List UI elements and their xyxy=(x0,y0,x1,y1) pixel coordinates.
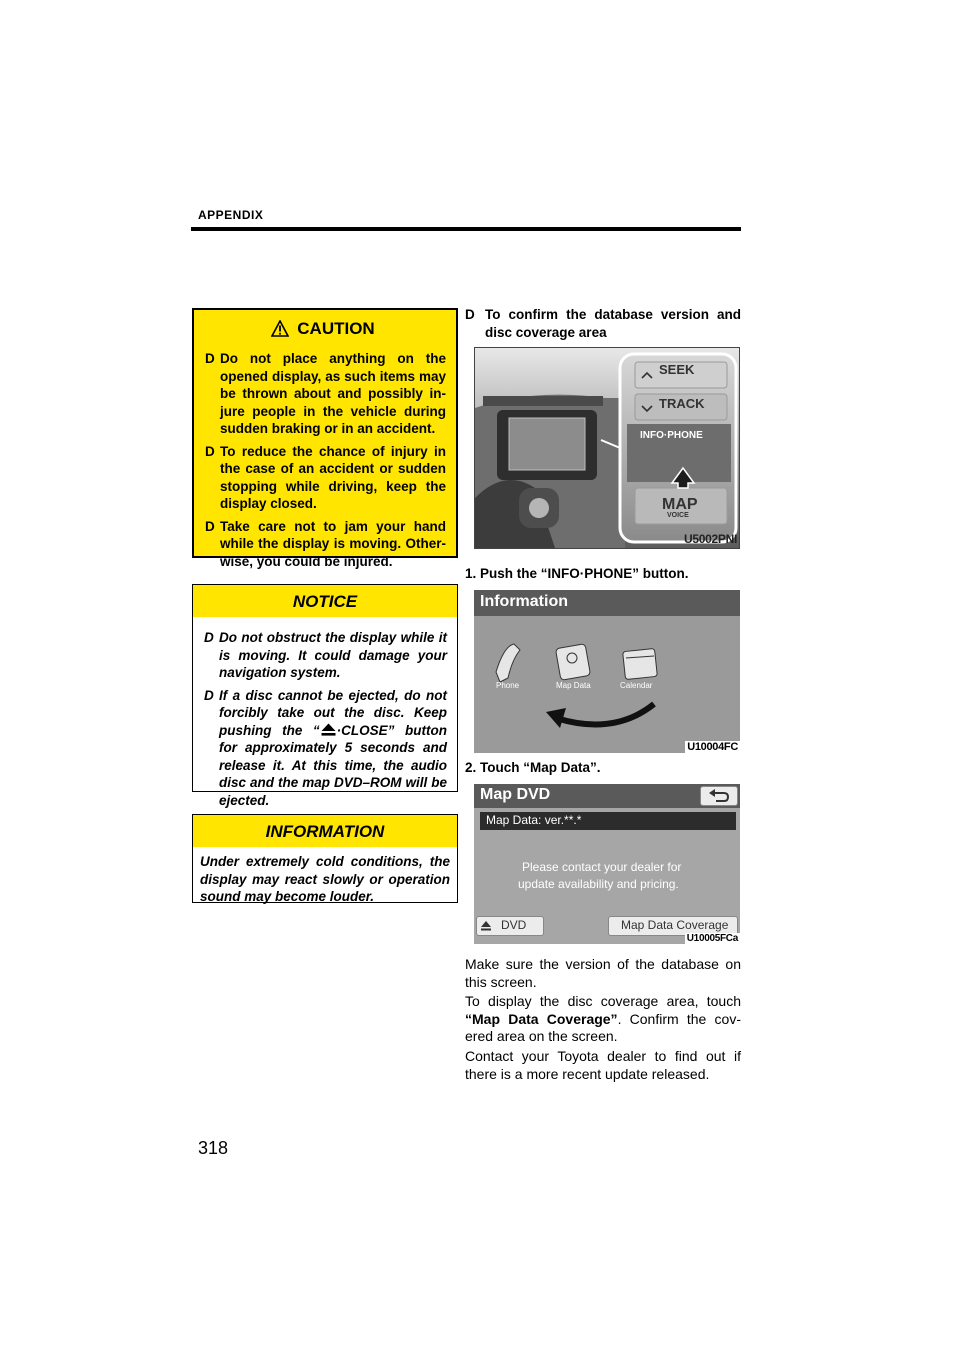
step-1: 1. Push the “INFO·PHONE” button. xyxy=(465,566,689,581)
notice-list xyxy=(201,629,447,809)
caution-list xyxy=(202,350,446,570)
caution-box xyxy=(192,308,458,569)
step-2: 2. Touch “Map Data”. xyxy=(465,760,601,775)
screen-title: Map DVD xyxy=(480,786,551,803)
eject-dvd-button[interactable] xyxy=(476,916,544,936)
caution-item: D To reduce the chance of injury in the case of an accident or sudden stopping while driving, keep the display closed. xyxy=(205,443,446,511)
bullet-marker: D xyxy=(205,518,215,534)
info-phone-label: INFO·PHONE xyxy=(640,430,703,441)
caution-title: CAUTION xyxy=(297,319,375,338)
notice-title: NOTICE xyxy=(193,585,457,617)
seek-label: SEEK xyxy=(659,362,695,377)
notice-box xyxy=(192,584,458,808)
calendar-icon xyxy=(623,648,658,679)
bullet-marker: D xyxy=(205,443,215,459)
caution-item: D Do not place anything on the opened display, as such items may be thrown about and possibly in- jure people in the vehicle during sudden braking or in an accident. xyxy=(205,351,446,436)
information-title: INFORMATION xyxy=(193,815,457,847)
voice-label: VOICE xyxy=(667,512,689,519)
paragraph-coverage: To display the disc coverage area, touch “Map Data Coverage”. Confirm the cov- ered area on the screen. xyxy=(465,993,741,1044)
bullet-marker: D xyxy=(204,687,214,703)
procedure-heading xyxy=(465,306,741,341)
phone-icon xyxy=(496,644,520,682)
map-data-version: Map Data: ver.**.* xyxy=(486,813,582,827)
paragraph-dealer: Contact your Toyota dealer to find out if there is a more recent update released. xyxy=(465,1048,741,1082)
information-screen-figure xyxy=(474,590,740,753)
phone-label: Phone xyxy=(496,681,520,690)
caution-item: D Take care not to jam your hand while the display is moving. Other- wise, you could be injured. xyxy=(205,518,446,569)
information-box xyxy=(192,814,458,903)
caution-header xyxy=(194,310,456,348)
track-label: TRACK xyxy=(659,396,705,411)
notice-item: D Do not obstruct the display while it is moving. It could damage your navigation system. xyxy=(204,630,447,680)
figure-code: U10004FC xyxy=(687,741,738,753)
paragraph-version: Make sure the version of the database on this screen. xyxy=(465,956,741,990)
map-dvd-screen-figure xyxy=(474,784,740,944)
eject-icon xyxy=(481,921,491,931)
figure-code: U5002PNI xyxy=(684,532,737,546)
dealer-message-line1: Please contact your dealer for xyxy=(522,860,682,874)
bullet-marker: D xyxy=(204,630,214,645)
calendar-label: Calendar xyxy=(620,681,653,690)
page-number: 318 xyxy=(198,1138,229,1158)
procedure-heading-text: To confirm the database version and disc coverage area xyxy=(485,307,741,340)
back-button[interactable] xyxy=(700,786,738,806)
dashboard-illustration xyxy=(475,348,739,548)
coverage-label: Map Data Coverage xyxy=(621,918,729,932)
map-data-icon xyxy=(555,644,590,681)
map-data-label: Map Data xyxy=(556,681,591,690)
warning-triangle-icon xyxy=(271,320,289,337)
dealer-message-line2: update availability and pricing. xyxy=(518,877,679,891)
eject-icon xyxy=(321,723,336,736)
figure-code: U10005FCa xyxy=(686,933,738,944)
information-body: Under extremely cold conditions, the display may react slowly or operation sound may become louder. xyxy=(200,854,450,904)
header-rule xyxy=(191,227,741,231)
dvd-label: DVD xyxy=(501,918,527,932)
map-data-coverage-reference: “Map Data Coverage” xyxy=(465,1010,618,1027)
bullet-marker: D xyxy=(205,351,215,366)
bullet-marker: D xyxy=(465,307,475,322)
section-title: APPENDIX xyxy=(198,208,264,222)
map-label: MAP xyxy=(662,496,698,513)
dashboard-figure xyxy=(474,347,740,549)
screen-title: Information xyxy=(480,593,568,610)
notice-item: D If a disc cannot be ejected, do not forcibly take out the disc. Keep pushing the “ ·CLOSE” button for approximately 5 seconds and release it. At this time, the audio disc and the map DVD–ROM will be ejected. xyxy=(204,687,447,808)
back-arrow-icon xyxy=(708,789,730,803)
